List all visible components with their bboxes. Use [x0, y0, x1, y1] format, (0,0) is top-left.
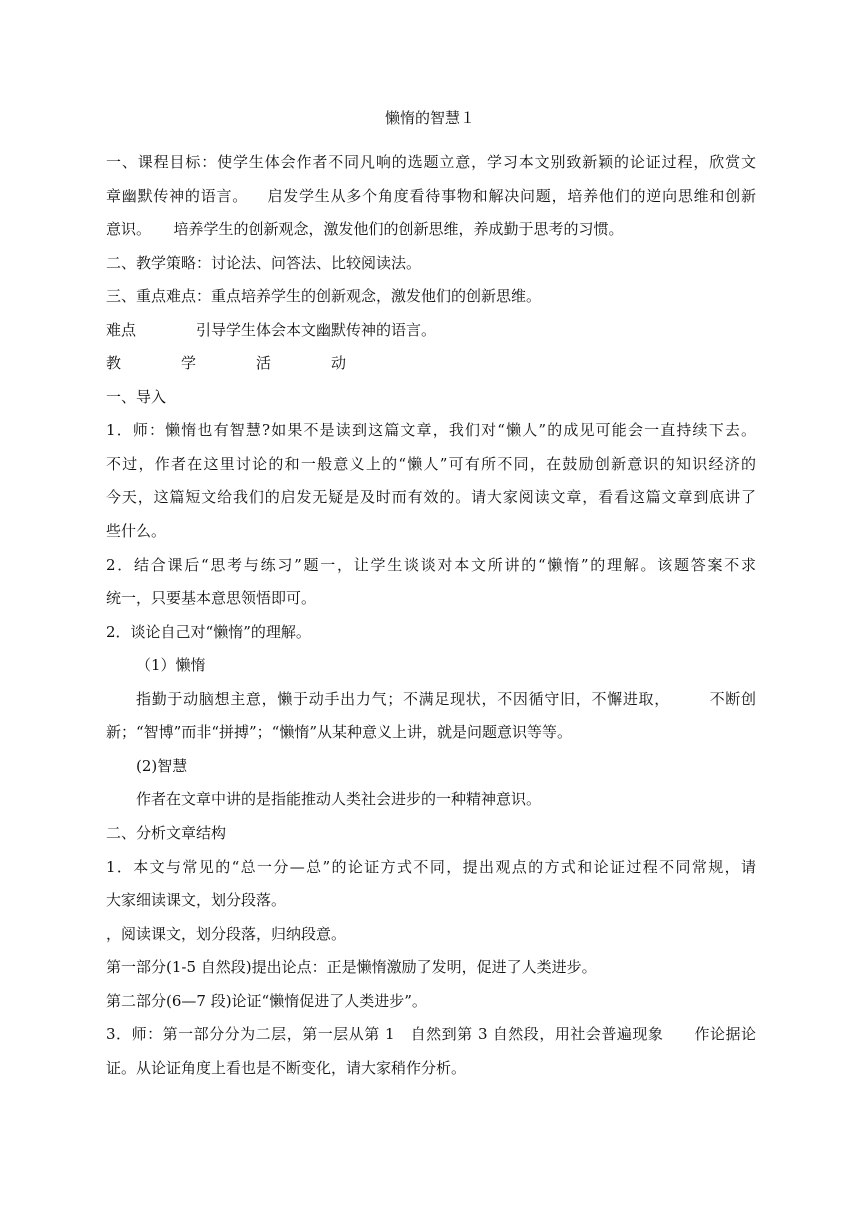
text-line: 1．师：懒惰也有智慧?如果不是读到这篇文章，我们对“懒人”的成见可能会一直持续下去。 — [106, 421, 756, 439]
text-line: 统一，只要基本意思领悟即可。 — [106, 589, 317, 607]
text-line: 今天，这篇短文给我们的启发无疑是及时而有效的。请大家阅读文章，看看这篇文章到底讲了 — [106, 488, 756, 506]
text-line: (2)智慧 — [136, 757, 188, 775]
text-line: 3．师：第一部分分为二层，第一层从第 1 自然到第 3 自然段，用社会普遍现象 作论据论 — [106, 1025, 756, 1043]
text-line: 证。从论证角度上看也是不断变化，请大家稍作分析。 — [106, 1059, 467, 1077]
text-line: 一、导入 — [106, 388, 167, 406]
text-line: 2．谈论自己对“懒惰”的理解。 — [106, 623, 311, 641]
section-heading: 教 学 活 动 — [106, 354, 347, 372]
document-title: 懒惰的智慧１ — [384, 109, 475, 127]
text-line: 意识。 培养学生的创新观念，激发他们的创新思维，养成勤于思考的习惯。 — [106, 220, 624, 238]
text-line: ，阅读课文，划分段落，归纳段意。 — [106, 925, 347, 943]
text-line: 第一部分(1-5 自然段)提出论点：正是懒惰激励了发明，促进了人类进步。 — [106, 958, 597, 976]
text-line: 二、分析文章结构 — [106, 824, 227, 842]
text-line: 1．本文与常见的“总一分—总”的论证方式不同，提出观点的方式和论证过程不同常规，请 — [106, 858, 756, 876]
text-line: 新；“智博”而非“拼搏”；“懒惰”从某种意义上讲，就是问题意识等等。 — [106, 723, 573, 741]
text-line: 第二部分(6—7 段)论证“懒惰促进了人类进步”。 — [106, 992, 427, 1010]
text-line: 三、重点难点：重点培养学生的创新观念，激发他们的创新思维。 — [106, 287, 542, 305]
text-line: 一、课程目标：使学生体会作者不同凡响的选题立意，学习本文别致新颖的论证过程，欣赏文 — [106, 153, 756, 171]
text-line: （1）懒惰 — [136, 656, 206, 674]
text-line: 2．结合课后“思考与练习”题一，让学生谈谈对本文所讲的“懒惰”的理解。该题答案不求 — [106, 556, 756, 574]
text-line: 大家细读课文，划分段落。 — [106, 891, 287, 909]
text-line: 些什么。 — [106, 522, 167, 540]
text-line: 不过，作者在这里讨论的和一般意义上的“懒人”可有所不同，在鼓励创新意识的知识经济的 — [106, 455, 756, 473]
text-line: 指勤于动脑想主意，懒于动手出力气；不满足现状，不因循守旧，不懈进取， 不断创 — [136, 690, 756, 708]
text-line: 作者在文章中讲的是指能推动人类社会进步的一种精神意识。 — [136, 790, 542, 808]
text-line: 章幽默传神的语言。 启发学生从多个角度看待事物和解决问题，培养他们的逆向思维和创新 — [106, 187, 756, 205]
text-line: 难点 引导学生体会本文幽默传神的语言。 — [106, 321, 437, 339]
text-line: 二、教学策略：讨论法、问答法、比较阅读法。 — [106, 254, 422, 272]
